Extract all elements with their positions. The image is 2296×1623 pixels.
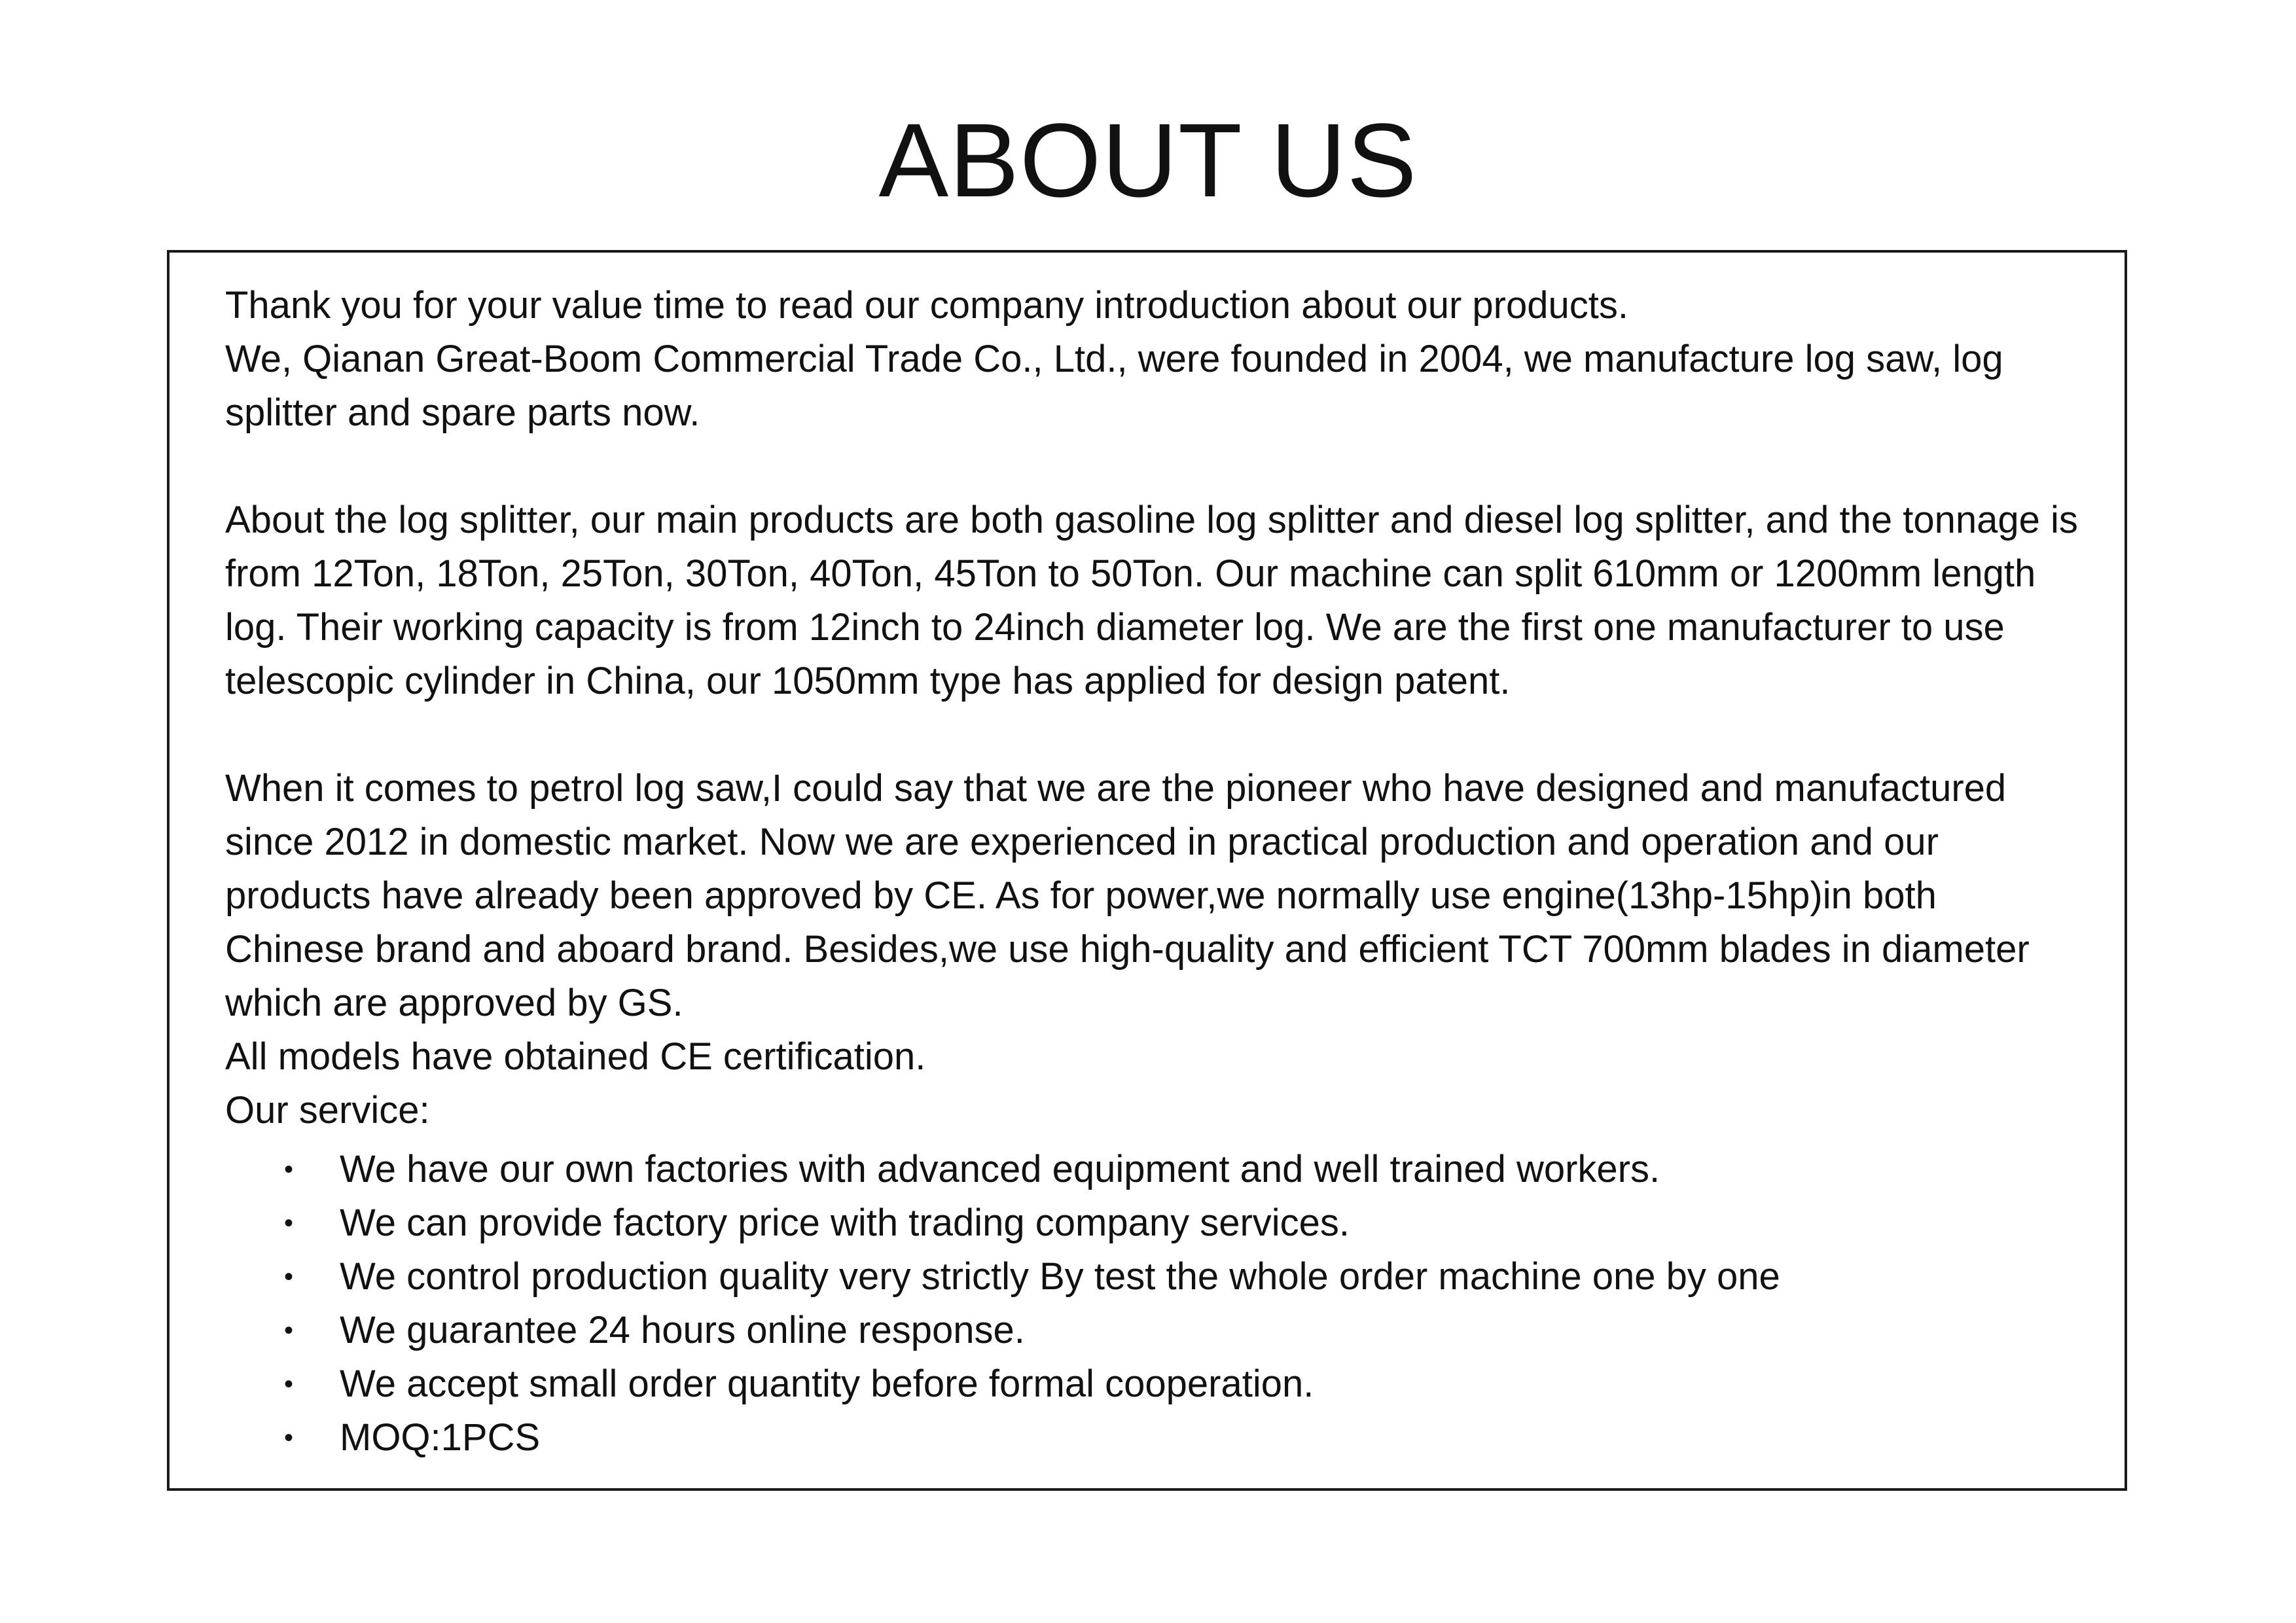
service-item-text: We accept small order quantity before formal cooperation.	[340, 1363, 1314, 1405]
intro-company: We, Qianan Great-Boom Commercial Trade Co., Ltd., were founded in 2004, we manufacture log saw, log splitter and spare parts now.	[225, 338, 2003, 434]
service-item-text: We control production quality very strictly By test the whole order machine one by one	[340, 1255, 1780, 1298]
bullet-icon: •	[284, 1423, 294, 1452]
bullet-icon: •	[284, 1370, 294, 1399]
page-title: ABOUT US	[878, 101, 1418, 219]
bullet-icon: •	[284, 1262, 294, 1291]
service-list	[225, 1143, 2084, 1465]
intro-thanks: Thank you for your value time to read our company introduction about our products.	[225, 284, 1628, 327]
about-content	[225, 279, 2084, 1465]
bullet-icon: •	[284, 1209, 294, 1238]
log-splitter-paragraph: About the log splitter, our main products are both gasoline log splitter and diesel log splitter, and the tonnage is from 12Ton, 18Ton, 25Ton, 30Ton, 40Ton, 45Ton to 50Ton. Our machine can split 610mm or 1200mm length log. Their working capacity is from 12inch to 24inch diameter log. We are the first one manufacturer to use telescopic cylinder in China, our 1050mm type has applied for design patent.	[225, 499, 2078, 702]
service-list-item	[225, 1196, 2084, 1250]
service-list-item	[225, 1250, 2084, 1304]
paragraph-gap	[225, 440, 2084, 493]
bullet-icon: •	[284, 1316, 294, 1345]
about-content-box	[167, 250, 2127, 1491]
service-heading: Our service:	[225, 1089, 430, 1132]
paragraph-gap	[225, 708, 2084, 762]
log-saw-paragraph: When it comes to petrol log saw,I could say that we are the pioneer who have designed and manufactured since 2012 in domestic market. Now we are experienced in practical production and operation and our products have already been approved by CE. As for power,we normally use engine(13hp-15hp)in both Chinese brand and aboard brand. Besides,we use high-quality and efficient TCT 700mm blades in diameter which are approved by GS.	[225, 767, 2030, 1024]
service-list-item	[225, 1411, 2084, 1465]
service-list-item	[225, 1304, 2084, 1357]
service-item-text: MOQ:1PCS	[340, 1416, 541, 1459]
service-list-item	[225, 1357, 2084, 1411]
bullet-icon: •	[284, 1155, 294, 1184]
certification-text: All models have obtained CE certification.	[225, 1035, 926, 1078]
service-item-text: We can provide factory price with trading company services.	[340, 1202, 1350, 1244]
service-list-item	[225, 1143, 2084, 1196]
service-item-text: We guarantee 24 hours online response.	[340, 1309, 1025, 1351]
service-item-text: We have our own factories with advanced equipment and well trained workers.	[340, 1148, 1660, 1190]
